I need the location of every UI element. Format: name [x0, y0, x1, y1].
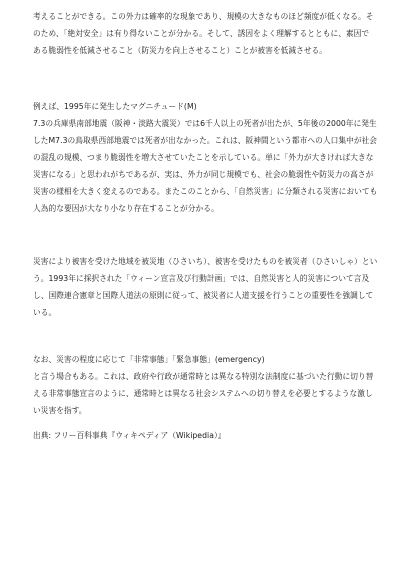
text-line: 例えば、1995年に発生したマグニチュード(M) [33, 102, 197, 111]
paragraph-disaster-area [33, 253, 385, 321]
text-line: なお、災害の程度に応じて「非常事態」「緊急事態」(emergency) [33, 355, 265, 364]
text-line: のため、「絶対安全」は有り得ないことが分かる。そして、誘因をよく理解するとともに、素因で [33, 29, 370, 38]
paragraph-external-force [33, 8, 385, 59]
text-line: 災害により被害を受けた地域を被災地（ひさいち）、被害を受けたものを被災者（ひさいしゃ）とい [33, 257, 378, 266]
text-line: 災害になる」と思われがちであるが、実は、外力が同じ規模でも、社会の脆弱性や防災力の高さが [33, 170, 374, 179]
text-line: の混乱の規模、つまり脆弱性を増大させていたことを示している。単に「外力が大きければ大きな [33, 153, 374, 162]
source-citation [33, 427, 385, 444]
text-line: える非常事態宣言のように、通常時とは異なる社会システムへの切り替えを必要とするような激し [33, 389, 373, 398]
text-line: 出典: フリー百科事典『ウィキペディア（Wikipedia）』 [33, 431, 226, 440]
text-line: 人為的な要因が大なり小なり存在することが分かる。 [33, 204, 219, 213]
text-line: ある脆弱性を低減させること（防災力を向上させること）ことが被害を低減させる。 [33, 46, 328, 55]
text-line: と言う場合もある。これは、政府や行政が通常時とは異なる特別な法制度に基づいた行動に切り替 [33, 372, 374, 381]
text-line: い災害を指す。 [33, 406, 87, 415]
text-line: 7.3の兵庫県南部地震（阪神・淡路大震災）では6千人以上の死者が出たが、5年後の2000年に発生 [33, 119, 377, 128]
text-line: いる。 [33, 308, 57, 317]
paragraph-emergency [33, 351, 385, 419]
text-line: う。1993年に採択された「ウィーン宣言及び行動計画」では、自然災害と人的災害について言及 [33, 274, 370, 283]
text-line: 考えることができる。この外力は確率的な現象であり、規模の大きなものほど頻度が低くなる。そ [33, 12, 374, 21]
text-line: 災害の様相を大きく変えるのである。またこのことから、「自然災害」に分類される災害においても [33, 187, 378, 196]
paragraph-earthquake-example [33, 98, 385, 217]
text-line: したM7.3の鳥取県西部地震では死者が出なかった。これは、阪神間という都市への人口集中が社会 [33, 136, 378, 145]
text-line: し、国際連合憲章と国際人道法の原則に従って、被災者に人道支援を行うことの重要性を強調して [33, 291, 374, 300]
